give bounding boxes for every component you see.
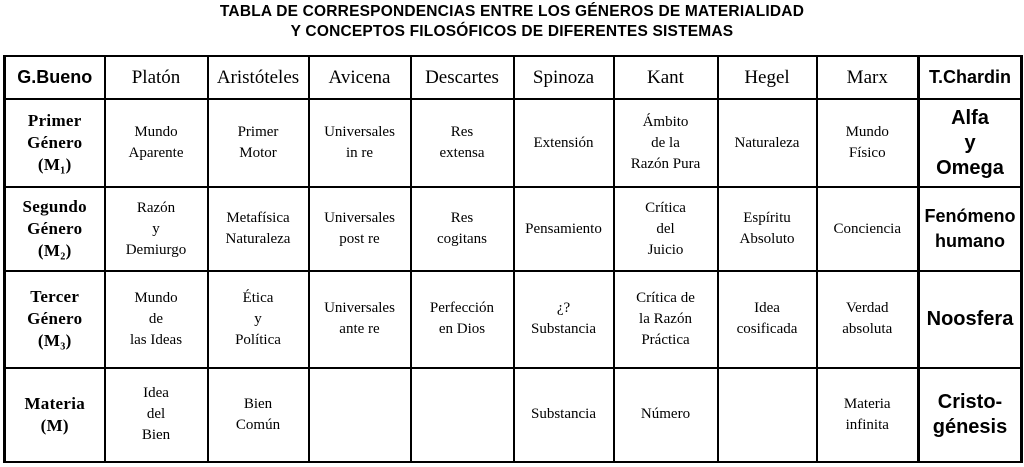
table-cell: Razón y Demiurgo [105, 187, 208, 271]
table-cell: Mundo Físico [817, 99, 919, 187]
table-cell: Número [614, 368, 718, 462]
title-line-1: TABLA DE CORRESPONDENCIAS ENTRE LOS GÉNEROS DE MATERIALIDAD [219, 3, 805, 20]
table-row [5, 187, 1022, 271]
table-cell: Crítica del Juicio [614, 187, 718, 271]
table-cell: Universales in re [309, 99, 411, 187]
table-cell: Naturaleza [718, 99, 817, 187]
table-cell-chardin: Fenómeno humano [919, 187, 1022, 271]
table-cell: Idea cosificada [718, 271, 817, 367]
table-cell: Crítica de la Razón Práctica [614, 271, 718, 367]
table-cell [411, 368, 514, 462]
header-cell-platon: Platón [105, 56, 208, 99]
table-cell-chardin: Noosfera [919, 271, 1022, 367]
table-cell: Metafísica Naturaleza [208, 187, 309, 271]
table-cell: Res cogitans [411, 187, 514, 271]
table-cell: Substancia [514, 368, 614, 462]
table-cell: Idea del Bien [105, 368, 208, 462]
row-header-tercer-genero: Tercer Género (M₃) [5, 271, 105, 367]
header-cell-descartes: Descartes [411, 56, 514, 99]
table-cell: Perfección en Dios [411, 271, 514, 367]
table-row [5, 271, 1022, 367]
table-cell: Materia infinita [817, 368, 919, 462]
table-cell-chardin: Alfa y Omega [919, 99, 1022, 187]
table-cell: Primer Motor [208, 99, 309, 187]
header-cell-kant: Kant [614, 56, 718, 99]
table-cell-chardin: Cristo- génesis [919, 368, 1022, 462]
title-line-2: Y CONCEPTOS FILOSÓFICOS DE DIFERENTES SISTEMAS [290, 23, 734, 40]
header-cell-chardin: T.Chardin [919, 56, 1022, 99]
table-cell: Extensión [514, 99, 614, 187]
row-header-primer-genero: Primer Género (M₁) [5, 99, 105, 187]
header-cell-hegel: Hegel [718, 56, 817, 99]
header-row [5, 56, 1022, 99]
header-cell-aristoteles: Aristóteles [208, 56, 309, 99]
table-cell: Bien Común [208, 368, 309, 462]
header-cell-spinoza: Spinoza [514, 56, 614, 99]
table-cell [718, 368, 817, 462]
table-cell: Mundo Aparente [105, 99, 208, 187]
header-cell-avicena: Avicena [309, 56, 411, 99]
table-cell: Mundo de las Ideas [105, 271, 208, 367]
table-cell [309, 368, 411, 462]
table-cell: Ámbito de la Razón Pura [614, 99, 718, 187]
header-cell-gbueno: G.Bueno [5, 56, 105, 99]
table-cell: Espíritu Absoluto [718, 187, 817, 271]
table-cell: Conciencia [817, 187, 919, 271]
table-cell: ¿? Substancia [514, 271, 614, 367]
table-cell: Ética y Política [208, 271, 309, 367]
table-title [0, 0, 1024, 42]
table-cell: Pensamiento [514, 187, 614, 271]
table-cell: Res extensa [411, 99, 514, 187]
correspondence-table [3, 55, 1023, 463]
table-cell: Verdad absoluta [817, 271, 919, 367]
table-cell: Universales ante re [309, 271, 411, 367]
row-header-materia: Materia (M) [5, 368, 105, 462]
table-cell: Universales post re [309, 187, 411, 271]
row-header-segundo-genero: Segundo Género (M₂) [5, 187, 105, 271]
header-cell-marx: Marx [817, 56, 919, 99]
table-row [5, 99, 1022, 187]
table-row [5, 368, 1022, 462]
